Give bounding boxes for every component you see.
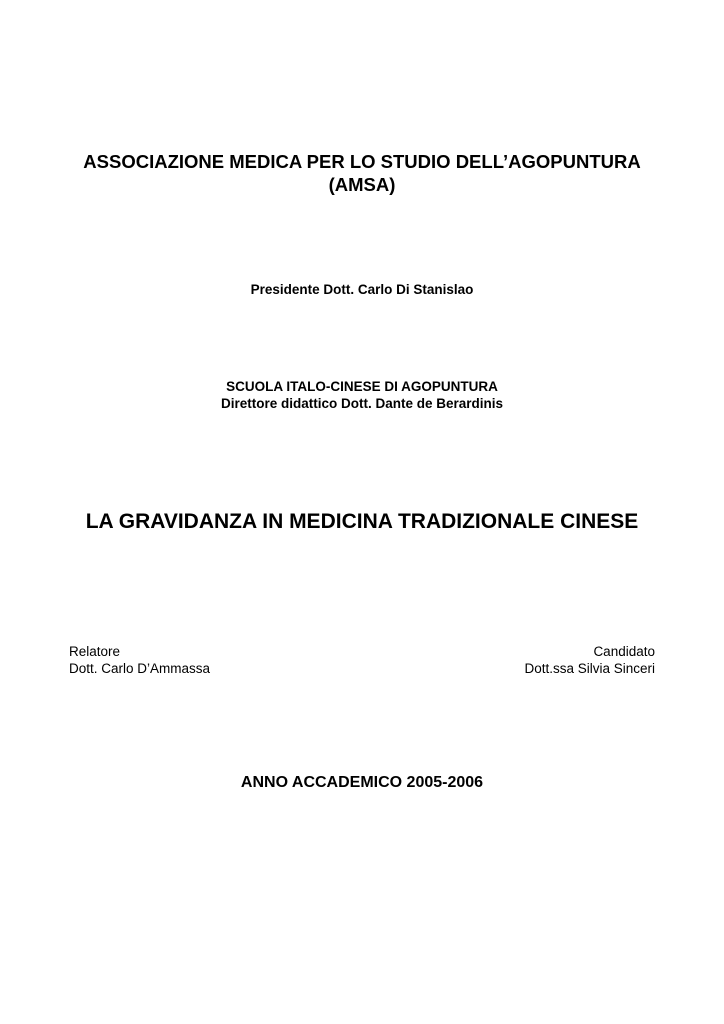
supervisor-name: Dott. Carlo D’Ammassa <box>69 661 211 676</box>
school-name: SCUOLA ITALO-CINESE DI AGOPUNTURA <box>226 379 498 394</box>
president-name: Presidente Dott. Carlo Di Stanislao <box>250 282 474 297</box>
school-block <box>0 378 724 412</box>
candidate-label: Candidato <box>593 644 655 659</box>
president-line <box>0 281 724 298</box>
school-director: Direttore didattico Dott. Dante de Berardinis <box>220 396 504 411</box>
association-name: ASSOCIAZIONE MEDICA PER LO STUDIO DELL’AGOPUNTURA <box>83 151 641 172</box>
candidate-block <box>524 643 655 677</box>
supervisor-label: Relatore <box>69 644 121 659</box>
association-heading <box>0 150 724 196</box>
academic-year <box>0 773 724 793</box>
thesis-title-text: LA GRAVIDANZA IN MEDICINA TRADIZIONALE CINESE <box>85 510 639 533</box>
thesis-title <box>0 509 724 535</box>
supervisor-block <box>69 643 210 677</box>
candidate-name: Dott.ssa Silvia Sinceri <box>524 661 655 676</box>
academic-year-text: ANNO ACCADEMICO 2005-2006 <box>240 774 484 791</box>
association-acronym: (AMSA) <box>328 174 396 195</box>
